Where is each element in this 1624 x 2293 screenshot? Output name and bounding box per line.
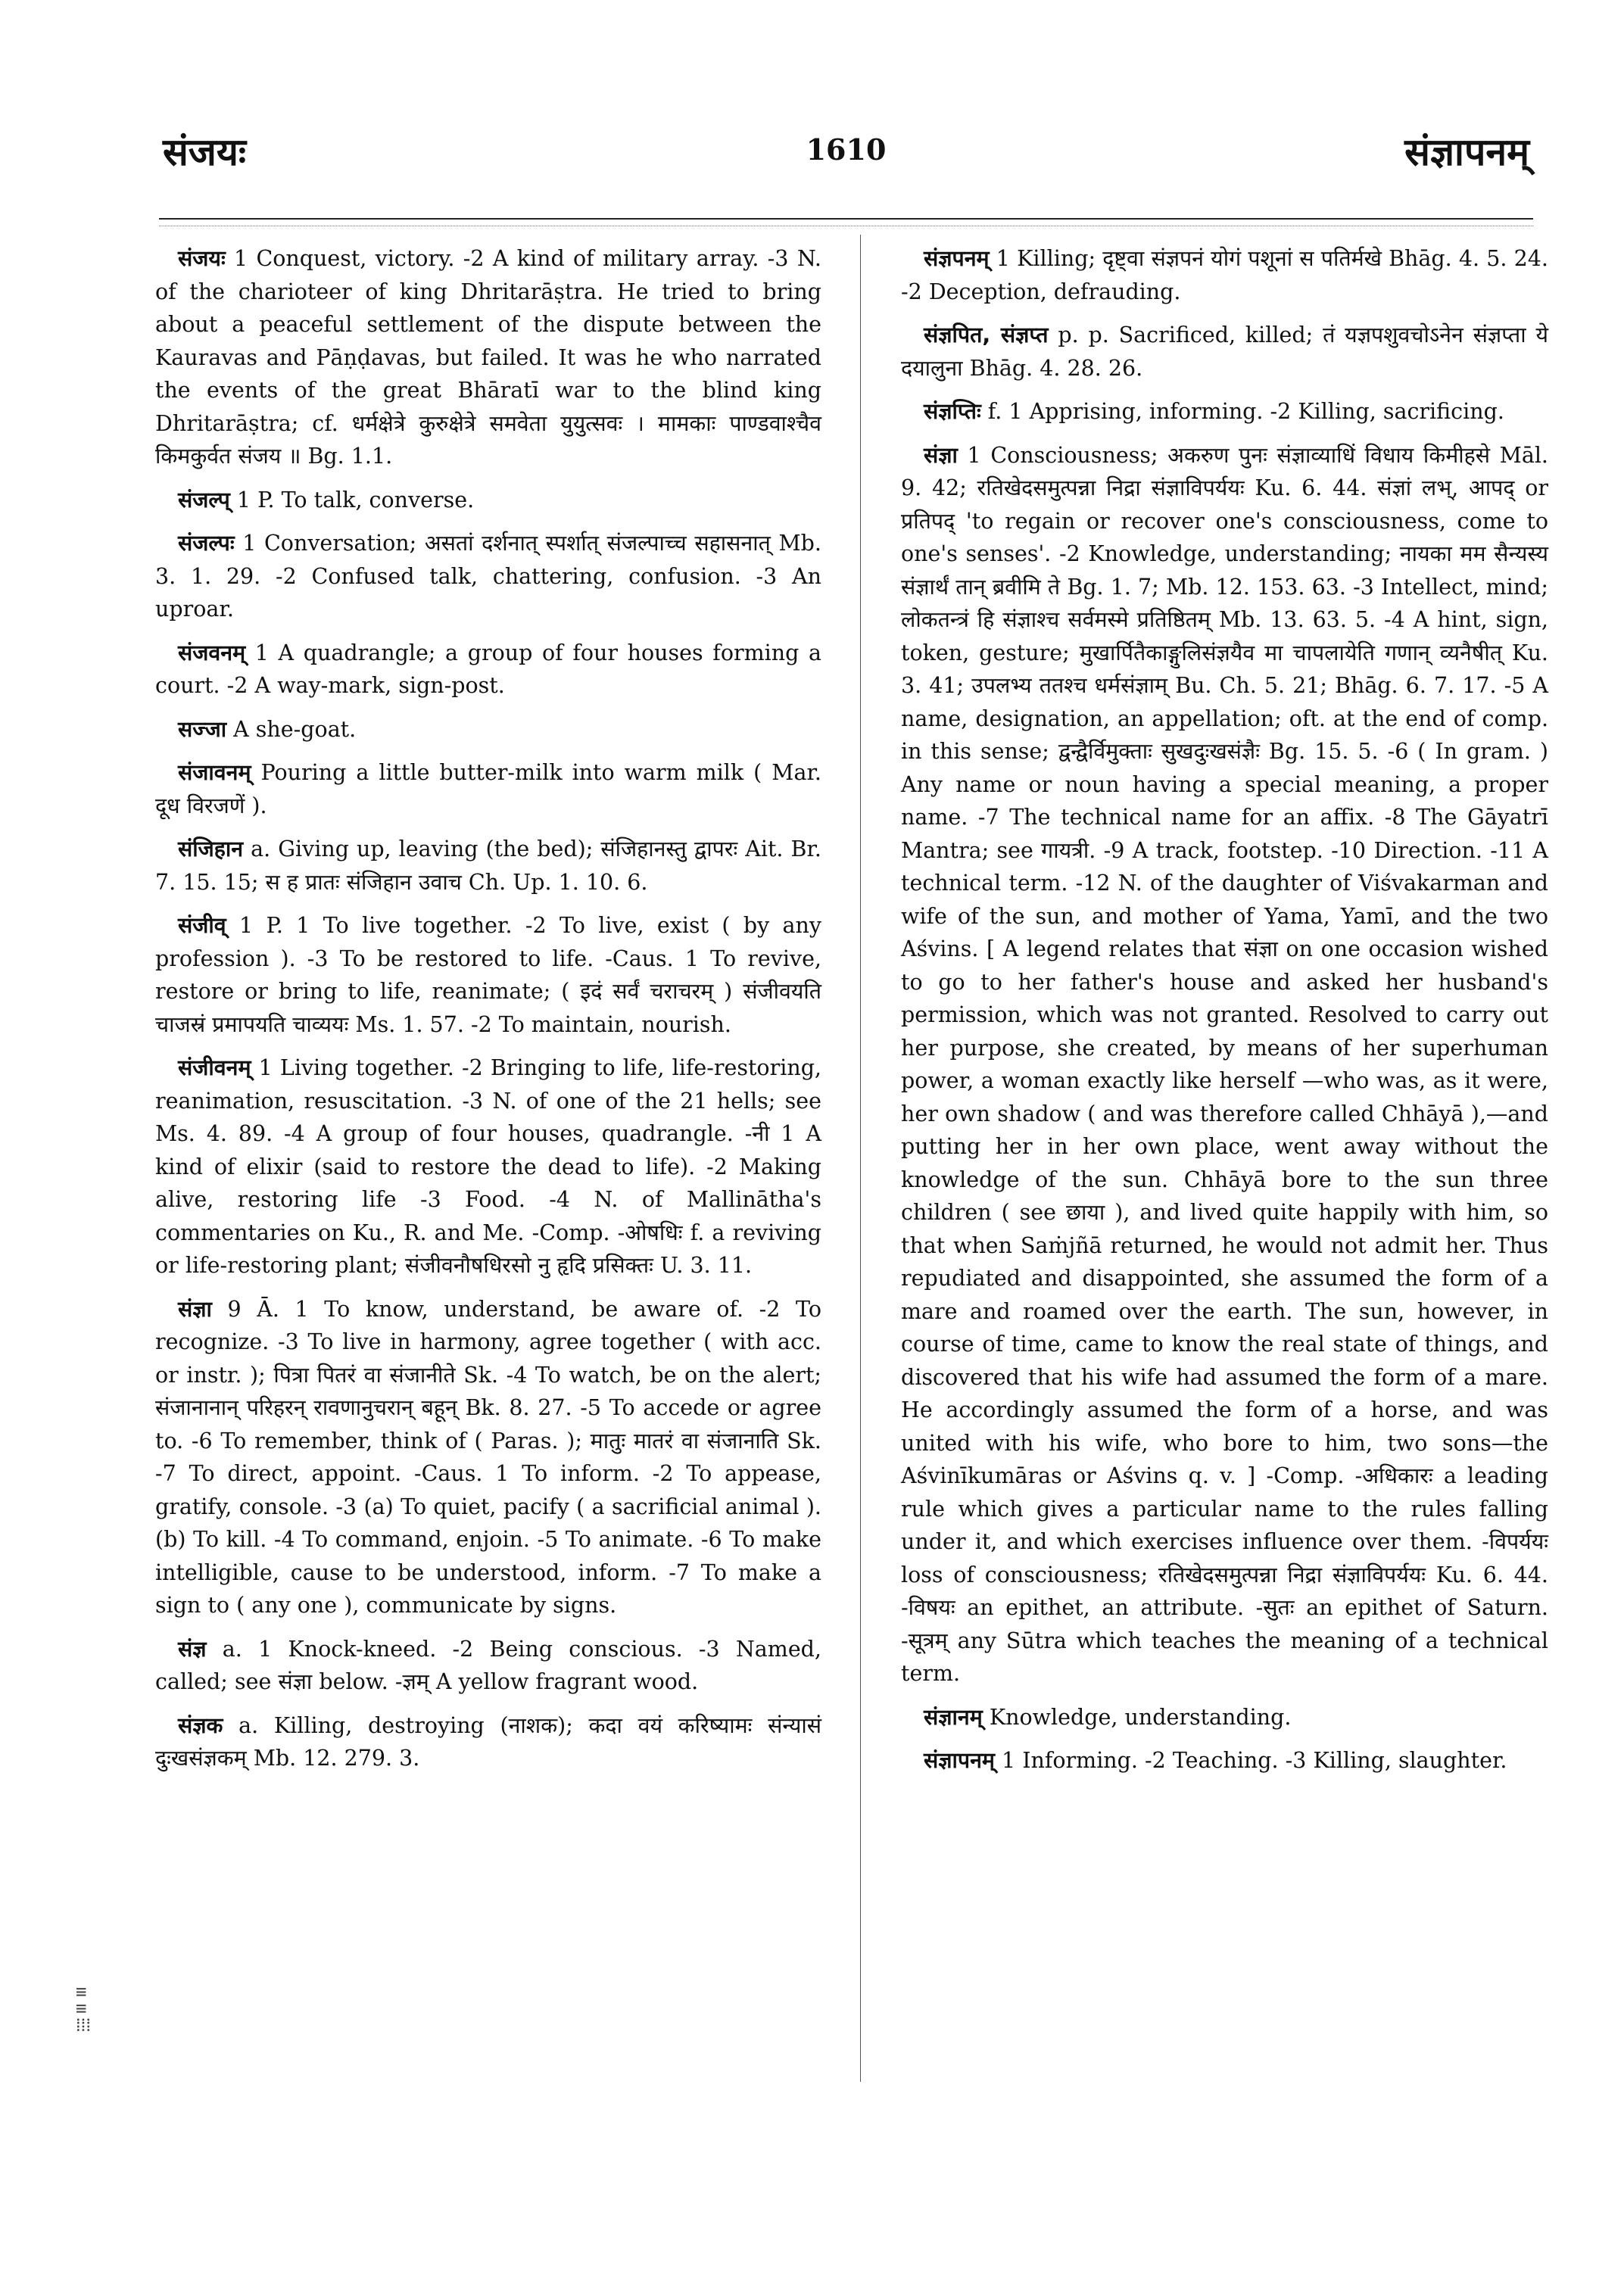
dictionary-entry [155, 909, 821, 1041]
entry-lemma: संज्ञप्तिः [924, 399, 981, 424]
entry-lemma: संज्ञापनम् [924, 1748, 995, 1773]
entry-lemma: संज्ञपनम् [924, 246, 990, 271]
left-column [155, 242, 821, 1786]
dictionary-entry [901, 242, 1548, 308]
entry-lemma: संजिहान [178, 837, 244, 861]
entry-lemma: संजल्प् [178, 487, 230, 512]
right-running-head: संज्ञापनम् [1404, 130, 1529, 174]
entry-definition: Pouring a little butter-milk into warm milk ( Mar. दूध विरजणें ). [155, 760, 821, 818]
dictionary-entry [901, 395, 1548, 428]
entry-definition: 1 P. 1 To live together. -2 To live, exist ( by any profession ). -3 To be restored to life. -Caus. 1 To revive, restore or bring to life, reanimate; ( इदं सर्वं चराचरम् ) संजीवयति चाजस्रं प्रमापयति चाव्ययः Ms. 1. 57. -2 To maintain, nourish. [155, 913, 821, 1037]
entry-definition: 1 P. To talk, converse. [229, 487, 475, 512]
entry-definition: 9 Ā. 1 To know, understand, be aware of. -2 To recognize. -3 To live in harmony, agree together ( with acc. or instr. ); पित्रा पितरं वा संजानीते Sk. -4 To watch, be on the alert; संजानानान् परिहरन् रावणानुचरान् बहून् Bk. 8. 27. -5 To accede or agree to. -6 To remember, think of ( Paras. ); मातुः मातरं वा संजानाति Sk. -7 To direct, appoint. -Caus. 1 To inform. -2 To appease, gratify, console. -3 (a) To quiet, pacify ( a sacrificial animal ). (b) To kill. -4 To command, enjoin. -5 To animate. -6 To make intelligible, cause to be understood, inform. -7 To make a sign to ( any one ), communicate by signs. [155, 1296, 821, 1618]
entry-lemma: संजीवनम् [178, 1055, 251, 1080]
entry-definition: p. p. Sacrificed, killed; तं यज्ञपशुवचोऽनेन संज्ञप्ता ये दयालुना Bhāg. 4. 28. 26. [901, 322, 1549, 381]
entry-lemma: संज्ञ [178, 1636, 207, 1662]
entry-definition: A she-goat. [226, 716, 357, 742]
entry-definition: 1 Conversation; असतां दर्शनात् स्पर्शात् संजल्पाच्च सहासनात् Mb. 3. 1. 29. -2 Confused talk, chattering, confusion. -3 An uproar. [155, 531, 821, 622]
dictionary-entry [155, 484, 821, 517]
page-header [163, 125, 1529, 193]
dictionary-entry [155, 833, 821, 899]
entry-definition: 1 Informing. -2 Teaching. -3 Killing, slaughter. [994, 1748, 1507, 1773]
entry-lemma: संज्ञक [178, 1712, 223, 1738]
dictionary-entry [901, 1744, 1548, 1777]
entry-lemma: संज्ञानम् [924, 1704, 983, 1730]
left-running-head: संजयः [163, 130, 246, 174]
entry-definition: 1 Conquest, victory. -2 A kind of military array. -3 N. of the charioteer of king Dhritarāṣtra. He tried to bring about a peaceful settlement of the dispute between the Kauravas and Pāṇḍavas, but failed. It was he who narrated the events of the great Bhāratī war to the blind king Dhritarāṣtra; cf. धर्मक्षेत्रे कुरुक्षेत्रे समवेता युयुत्सवः । मामकाः पाण्डवाश्चैव किमकुर्वत संजय ॥ Bg. 1.1. [155, 246, 821, 469]
entry-definition: a. 1 Knock-kneed. -2 Being conscious. -3 Named, called; see संज्ञा below. -ज्ञम् A yellow fragrant wood. [155, 1636, 821, 1694]
entry-lemma: सज्जा [178, 716, 227, 742]
dictionary-entry [901, 319, 1548, 385]
entry-definition: f. 1 Apprising, informing. -2 Killing, sacrificing. [980, 399, 1504, 424]
entry-definition: 1 Killing; दृष्ट्वा संज्ञपनं योगं पशूनां स पतिर्मखे Bhāg. 4. 5. 24. -2 Deception, defrauding. [901, 246, 1548, 304]
margin-scan-mark: ≡ ≡ ⁞⁞⁞ [76, 1981, 92, 2036]
dictionary-entry [155, 1293, 821, 1622]
header-rule [159, 218, 1533, 220]
entry-definition: a. Killing, destroying (नाशक); कदा वयं करिष्यामः संन्यासं दुःखसंज्ञकम् Mb. 12. 279. 3. [155, 1712, 821, 1771]
dictionary-entry [155, 1051, 821, 1282]
entry-definition: 1 A quadrangle; a group of four houses forming a court. -2 A way-mark, sign-post. [155, 640, 821, 698]
dictionary-entry [155, 1709, 821, 1775]
dictionary-entry [901, 439, 1548, 1690]
dictionary-entry [901, 1701, 1548, 1734]
dictionary-entry [155, 527, 821, 626]
entry-lemma: संजवनम् [178, 640, 246, 665]
entry-lemma: संजयः [178, 246, 226, 271]
dictionary-entry [155, 756, 821, 822]
right-column [901, 242, 1548, 1788]
entry-definition: a. Giving up, leaving (the bed); संजिहानस्तु द्वापरः Ait. Br. 7. 15. 15; स ह प्रातः संजिहान उवाच Ch. Up. 1. 10. 6. [155, 837, 821, 895]
dictionary-entry [155, 637, 821, 703]
entry-lemma: संज्ञा [178, 1296, 212, 1322]
entry-lemma: संज्ञपित, संज्ञप्त [924, 322, 1049, 347]
dictionary-entry [155, 242, 821, 473]
entry-definition: 1 Living together. -2 Bringing to life, life-restoring, reanimation, resuscitation. -3 N. of one of the 21 hells; see Ms. 4. 89. -4 A group of four houses, quadrangle. -नी 1 A kind of elixir (said to restore the dead to life). -2 Making alive, restoring life -3 Food. -4 N. of Mallinātha's commentaries on Ku., R. and Me. -Comp. -ओषधिः f. a reviving or life-restoring plant; संजीवनौषधिरसो नु हृदि प्रसिक्तः U. 3. 11. [155, 1055, 821, 1278]
entry-lemma: संजीव् [178, 913, 226, 938]
column-divider [860, 235, 861, 2082]
entry-definition: 1 Consciousness; अकरुण पुनः संज्ञाव्याधिं विधाय किमीहसे Māl. 9. 42; रतिखेदसमुत्पन्ना निद्रा संज्ञाविपर्ययः Ku. 6. 44. संज्ञां लभ्, आपद् or प्रतिपद् 'to regain or recover one's consciousness, come to one's senses'. -2 Knowledge, understanding; नायका मम सैन्यस्य संज्ञार्थं तान् ब्रवीमि ते Bg. 1. 7; Mb. 12. 153. 63. -3 Intellect, mind; लोकतन्त्रं हि संज्ञाश्च सर्वमस्मे प्रतिष्ठितम् Mb. 13. 63. 5. -4 A hint, sign, token, gesture; मुखार्पितैकाङ्गुलिसंज्ञयैव मा चापलायेति गणान् व्यनैषीत् Ku. 3. 41; उपलभ्य ततश्च धर्मसंज्ञाम् Bu. Ch. 5. 21; Bhāg. 6. 7. 17. -5 A name, designation, an appellation; oft. at the end of comp. in this sense; द्वन्द्वैर्विमुक्ताः सुखदुःखसंज्ञैः Bg. 15. 5. -6 ( In gram. ) Any name or noun having a special meaning, a proper name. -7 The technical name for an affix. -8 The Gāyatrī Mantra; see गायत्री. -9 A track, footstep. -10 Direction. -11 A technical term. -12 N. of the daughter of Viśvakarman and wife of the sun, and mother of Yama, Yamī, and the two Aśvins. [ A legend relates that संज्ञा on one occasion wished to go to her father's house and asked her husband's permission, which was not granted. Resolved to carry out her purpose, she created, by means of her superhuman power, a woman exactly like herself —who was, as it were, her own shadow ( and was therefore called Chhāyā ),—and putting her in her own place, went away without the knowledge of the sun. Chhāyā bore to the sun three children ( see छाया ), and lived quite happily with him, so that when Saṁjñā returned, he would not admit her. Thus repudiated and disappointed, she assumed the form of a mare and roamed over the earth. The sun, however, in course of time, came to know the real state of things, and discovered that his wife had assumed the form of a mare. He accordingly assumed the form of a horse, and was united with his wife, who bore to him, two sons—the Aśvinīkumāras or Aśvins q. v. ] -Comp. -अधिकारः a leading rule which gives a particular name to the rules falling under it, and which exercises influence over them. -विपर्ययः loss of consciousness; रतिखेदसमुत्पन्ना निद्रा संज्ञाविपर्ययः Ku. 6. 44. -विषयः an epithet, an attribute. -सुतः an epithet of Saturn. -सूत्रम् any Sūtra which teaches the meaning of a technical term. [901, 442, 1548, 1686]
entry-lemma: संजल्पः [178, 531, 235, 556]
page-number: 1610 [806, 132, 887, 167]
dictionary-entry [155, 1633, 821, 1699]
entry-definition: Knowledge, understanding. [982, 1704, 1292, 1730]
entry-lemma: संज्ञा [924, 442, 958, 468]
dictionary-entry [155, 713, 821, 746]
entry-lemma: संजावनम् [178, 760, 251, 785]
